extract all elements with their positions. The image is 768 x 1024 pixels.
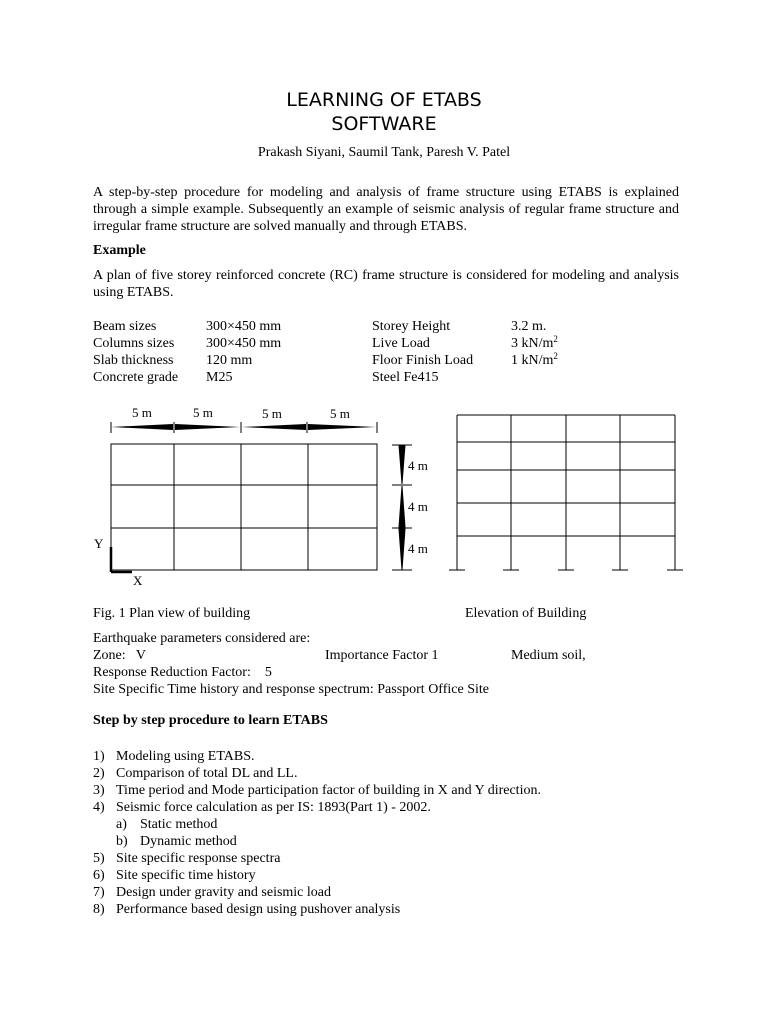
- property-superscript: 2: [553, 334, 558, 344]
- list-item-number: 5): [93, 851, 105, 866]
- property-value: 300×450 mm: [206, 319, 282, 334]
- list-item-number: b): [116, 834, 128, 849]
- dim-label-x: 5 m: [262, 406, 282, 421]
- property-label: Storey Height: [372, 319, 451, 334]
- soil-type: Medium soil,: [511, 648, 586, 663]
- property-label: Columns sizes: [93, 336, 175, 351]
- caption-elevation: Elevation of Building: [465, 606, 587, 621]
- axis-label-y: Y: [94, 536, 104, 551]
- list-item: [93, 748, 653, 765]
- property-row: [93, 352, 653, 369]
- list-item-number: 4): [93, 800, 105, 815]
- property-label: Floor Finish Load: [372, 353, 474, 368]
- list-item-number: 1): [93, 749, 105, 764]
- list-item: [93, 765, 653, 782]
- dimension-arrows-x: [111, 422, 377, 433]
- elevation-frame: [449, 415, 683, 570]
- list-item-number: 7): [93, 885, 105, 900]
- list-item-text: Time period and Mode participation factor of building in X and Y direction.: [116, 783, 541, 798]
- steps-list: [93, 748, 653, 918]
- list-item: [93, 799, 653, 816]
- dim-label-x: 5 m: [193, 405, 213, 420]
- properties-table: [93, 318, 653, 386]
- dim-label-y: 4 m: [408, 541, 428, 556]
- dim-label-y: 4 m: [408, 458, 428, 473]
- list-item: [93, 782, 653, 799]
- list-item-number: 3): [93, 783, 105, 798]
- axis-indicator: [111, 547, 132, 572]
- building-figure: [0, 395, 768, 595]
- property-value: 3.2 m.: [511, 319, 547, 334]
- steps-heading: Step by step procedure to learn ETABS: [93, 713, 328, 728]
- list-item: [93, 901, 653, 918]
- list-item-text: Modeling using ETABS.: [116, 749, 255, 764]
- dim-label-y: 4 m: [408, 499, 428, 514]
- property-label: Beam sizes: [93, 319, 157, 334]
- property-value: 3 kN/m: [511, 336, 554, 351]
- property-label: Steel Fe415: [372, 370, 439, 385]
- list-item-text: Static method: [140, 817, 218, 832]
- dim-label-x: 5 m: [330, 406, 350, 421]
- document-title-line-1: LEARNING OF ETABS: [286, 89, 482, 111]
- list-subitem: [93, 816, 653, 833]
- property-superscript: 2: [553, 351, 558, 361]
- zone-text: Zone: V: [93, 648, 147, 663]
- example-heading: Example: [93, 243, 146, 258]
- list-subitem: [93, 833, 653, 850]
- property-row: [93, 369, 653, 386]
- list-item-number: 2): [93, 766, 105, 781]
- list-item-text: Performance based design using pushover analysis: [116, 902, 401, 917]
- list-item-text: Design under gravity and seismic load: [116, 885, 332, 900]
- importance-factor: Importance Factor 1: [325, 648, 439, 663]
- authors: Prakash Siyani, Saumil Tank, Paresh V. Patel: [257, 145, 511, 160]
- list-item-text: Dynamic method: [140, 834, 237, 849]
- property-row: [93, 318, 653, 335]
- property-value: M25: [206, 370, 233, 385]
- caption-plan: Fig. 1 Plan view of building: [93, 606, 251, 621]
- list-item-number: 6): [93, 868, 105, 883]
- dim-label-x: 5 m: [132, 405, 152, 420]
- response-reduction-factor: Response Reduction Factor: 5: [93, 665, 272, 680]
- plan-grid: [111, 444, 377, 570]
- property-value: 300×450 mm: [206, 336, 282, 351]
- example-paragraph: A plan of five storey reinforced concrete (RC) frame structure is considered for modeling and analysis using ETABS.: [93, 268, 679, 300]
- property-value: 1 kN/m: [511, 353, 554, 368]
- list-item-text: Site specific time history: [116, 868, 256, 883]
- property-label: Live Load: [372, 336, 430, 351]
- list-item-number: 8): [93, 902, 105, 917]
- list-item-text: Site specific response spectra: [116, 851, 281, 866]
- earthquake-intro: Earthquake parameters considered are:: [93, 631, 311, 646]
- property-label: Slab thickness: [93, 353, 174, 368]
- document-title-line-2: SOFTWARE: [331, 113, 437, 135]
- property-label: Concrete grade: [93, 370, 179, 385]
- axis-label-x: X: [133, 573, 143, 588]
- list-item-text: Seismic force calculation as per IS: 1893(Part 1) - 2002.: [116, 800, 431, 815]
- list-item: [93, 867, 653, 884]
- site-specific-text: Site Specific Time history and response spectrum: Passport Office Site: [93, 682, 489, 697]
- property-row: [93, 335, 653, 352]
- intro-paragraph: A step-by-step procedure for modeling and analysis of frame structure using ETABS is explained through a simple example. Subsequently an example of seismic analysis of regular frame structure and irregular frame structure are solved manually and through ETABS.: [93, 185, 679, 234]
- property-value: 120 mm: [206, 353, 253, 368]
- list-item: [93, 884, 653, 901]
- list-item: [93, 850, 653, 867]
- list-item-number: a): [116, 817, 127, 832]
- list-item-text: Comparison of total DL and LL.: [116, 766, 298, 781]
